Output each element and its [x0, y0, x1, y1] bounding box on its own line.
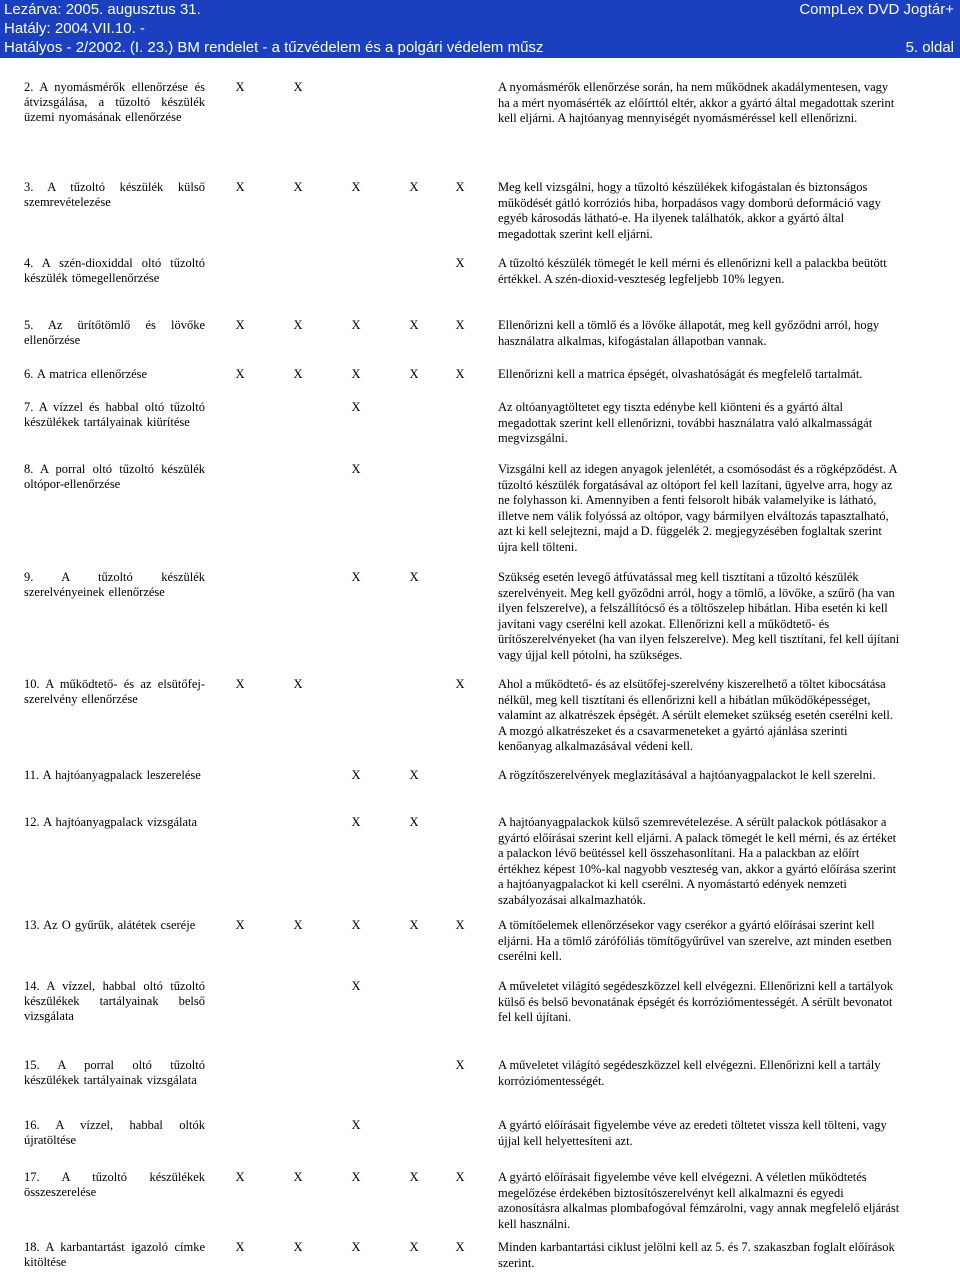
interval-mark: X: [409, 318, 419, 332]
interval-mark: X: [235, 918, 245, 932]
interval-mark: X: [351, 400, 361, 414]
interval-mark: X: [409, 768, 419, 782]
task-description: Meg kell vizsgálni, hogy a tűzoltó készülékek kifogástalan és biztonságos működését gátló korróziós hiba, horpadásos vagy domború deformáció vagy egyéb károsodás látható-e. Ha ilyenek találhatók, akkor a gyártó által megadottak szerint kell eljárni.: [498, 180, 881, 241]
task-description: Minden karbantartási ciklust jelölni kell az 5. és 7. szakaszban foglalt előírások szerint.: [498, 1240, 895, 1270]
task-name: [24, 367, 205, 382]
task-number: 18.: [24, 1240, 40, 1254]
interval-marks: [234, 1118, 474, 1134]
task-number: 13.: [24, 918, 40, 932]
task-label: A tűzoltó készülékek összeszerelése: [24, 1170, 206, 1199]
task-name: [24, 918, 205, 933]
interval-marks: [234, 367, 474, 383]
interval-mark: X: [455, 367, 465, 381]
task-label: A karbantartást igazoló címke kitöltése: [24, 1240, 205, 1269]
task-description: Szükség esetén levegő átfúvatással meg kell tisztítani a tűzoltó készülék szerelvényeit. Meg kell győződni arról, hogy a tömlő, a lövőke, a szűrő (ha van ilyen felszerelve), a felszállítócső és a töltőszelep hibátlan. Hiba esetén ki kell javítani vagy cserélni kell azokat. Ellenőrizni kell a működtető- és ürítőszerelvényeket (ha van ilyen felszerelve). Meg kell tisztítani, fel kell újítani vagy újjal kell pótolni, ha szükséges.: [498, 570, 900, 662]
interval-mark: X: [351, 180, 361, 194]
task-number: 4.: [24, 256, 34, 270]
task-number: 11.: [24, 768, 40, 782]
interval-mark: X: [409, 1170, 419, 1184]
task-description: Ellenőrizni kell a tömlő és a lövőke állapotát, meg kell győződni arról, hogy használatra alkalmas, kifogástalan állapotban vannak.: [498, 318, 880, 348]
interval-mark: X: [293, 180, 303, 194]
task-label: A tűzoltó készülék szerelvényeinek ellenőrzése: [24, 570, 205, 599]
interval-mark: X: [455, 256, 465, 270]
interval-mark: X: [351, 570, 361, 584]
interval-marks: [234, 1058, 474, 1074]
task-number: 16.: [24, 1118, 40, 1132]
task-label: A tűzoltó készülék külső szemrevételezése: [24, 180, 205, 209]
task-label: A vízzel és habbal oltó tűzoltó készülékek tartályainak kiürítése: [24, 400, 206, 429]
task-label: A vízzel, habbal oltók újratöltése: [24, 1118, 205, 1147]
interval-mark: X: [351, 979, 361, 993]
task-description: A tűzoltó készülék tömegét le kell mérni és ellenőrizni kell a palackba beütött értékkel. A szén-dioxid-veszteség legfeljebb 10% legyen.: [498, 256, 887, 286]
task-name: [24, 1240, 205, 1270]
task-description: A tömítőelemek ellenőrzésekor vagy cserékor a gyártó előírásai szerint kell eljárni. Ha a tömlő zárófóliás tömítőgyűrűvel van szerelve, azt minden esetben cserélni kell.: [498, 918, 892, 963]
interval-marks: [234, 979, 474, 995]
task-description: A gyártó előírásait figyelembe véve kell elvégezni. A véletlen működtetés megelőzése érdekében biztosítószerelvényt kell alkalmazni és egyedi azonosításra alkalmas plombafogóval fémzárolni, vagy annak megfelelő eljárást kell használni.: [498, 1170, 900, 1231]
interval-marks: [234, 677, 474, 693]
interval-marks: [234, 318, 474, 334]
product-name: CompLex DVD Jogtár+: [799, 1, 954, 18]
task-description: A gyártó előírásait figyelembe véve az eredeti töltetet vissza kell tölteni, vagy újjal kell helyettesíteni azt.: [498, 1118, 887, 1148]
task-name: [24, 979, 205, 1024]
interval-mark: X: [455, 318, 465, 332]
interval-marks: [234, 768, 474, 784]
task-label: A hajtóanyagpalack vizsgálata: [43, 815, 198, 829]
interval-mark: X: [351, 1170, 361, 1184]
interval-marks: [234, 815, 474, 831]
task-number: 9.: [24, 570, 34, 584]
interval-mark: X: [351, 815, 361, 829]
interval-marks: [234, 570, 474, 586]
interval-marks: [234, 1170, 474, 1186]
interval-mark: X: [409, 367, 419, 381]
interval-mark: X: [293, 367, 303, 381]
task-label: Az ürítőtömlő és lövőke ellenőrzése: [24, 318, 206, 347]
interval-mark: X: [409, 570, 419, 584]
interval-mark: X: [293, 677, 303, 691]
closed-date: Lezárva: 2005. augusztus 31.: [4, 1, 201, 18]
interval-mark: X: [235, 367, 245, 381]
task-name: [24, 1118, 205, 1148]
interval-mark: X: [455, 180, 465, 194]
task-label: A porral oltó tűzoltó készülék oltópor-ellenőrzése: [24, 462, 206, 491]
task-name: [24, 318, 205, 348]
task-number: 6.: [24, 367, 34, 381]
interval-mark: X: [455, 918, 465, 932]
task-description: Az oltóanyagtöltetet egy tiszta edénybe kell kiönteni és a gyártó által megadottak szerint kell ellenőrizni, további használatra való alkalmasságát megvizsgálni.: [498, 400, 873, 445]
interval-mark: X: [455, 1058, 465, 1072]
task-description: A műveletet világító segédeszközzel kell elvégezni. Ellenőrizni kell a tartály korróziómentességét.: [498, 1058, 881, 1088]
interval-mark: X: [351, 367, 361, 381]
interval-mark: X: [409, 815, 419, 829]
task-name: [24, 815, 205, 830]
task-number: 15.: [24, 1058, 40, 1072]
task-label: A porral oltó tűzoltó készülékek tartályainak vizsgálata: [24, 1058, 205, 1087]
interval-marks: [234, 918, 474, 934]
task-description: A rögzítőszerelvények meglazításával a hajtóanyagpalackot le kell szerelni.: [498, 768, 876, 782]
interval-mark: X: [409, 1240, 419, 1254]
interval-marks: [234, 180, 474, 196]
task-name: [24, 400, 205, 430]
interval-mark: X: [235, 1240, 245, 1254]
task-description: Ahol a működtető- és az elsütőfej-szerelvény kiszerelhető a töltet kibocsátása nélkül, meg kell tisztítani és ellenőrizni kell a hibátlan működőképességet, valamint az alkatrészek épségét. A sérült elemeket szükség esetén cserélni kell. A mozgó alkatrészeket és a csavarmeneteket a gyártó ajánlása szerinti kenőanyag alkalmazásával védeni kell.: [498, 677, 893, 753]
task-number: 12.: [24, 815, 40, 829]
task-name: [24, 677, 205, 707]
interval-mark: X: [293, 1240, 303, 1254]
interval-marks: [234, 462, 474, 478]
interval-mark: X: [409, 180, 419, 194]
interval-marks: [234, 80, 474, 96]
interval-mark: X: [351, 918, 361, 932]
interval-mark: X: [351, 318, 361, 332]
task-label: A szén-dioxiddal oltó tűzoltó készülék tömegellenőrzése: [24, 256, 206, 285]
interval-mark: X: [351, 1240, 361, 1254]
interval-mark: X: [351, 462, 361, 476]
task-description: A nyomásmérők ellenőrzése során, ha nem működnek akadálymentesen, vagy ha a mért nyomásérték az előírttól eltér, akkor a gyártó által megadottak szerint kell eljárni. A hajtóanyag mennyiségét nyomásméréssel kell ellenőrizni.: [498, 80, 895, 125]
task-number: 10.: [24, 677, 40, 691]
task-name: [24, 462, 205, 492]
task-number: 17.: [24, 1170, 40, 1184]
task-name: [24, 1170, 205, 1200]
interval-mark: X: [235, 318, 245, 332]
task-number: 7.: [24, 400, 34, 414]
interval-marks: [234, 256, 474, 272]
task-label: A működtető- és az elsütőfej-szerelvény ellenőrzése: [24, 677, 205, 706]
task-name: [24, 80, 205, 125]
task-name: [24, 180, 205, 210]
task-number: 14.: [24, 979, 40, 993]
task-label: A hajtóanyagpalack leszerelése: [42, 768, 201, 782]
task-label: A nyomásmérők ellenőrzése és átvizsgálása, a tűzoltó készülék üzemi nyomásának ellenőrzése: [24, 80, 205, 124]
interval-mark: X: [455, 1240, 465, 1254]
task-number: 5.: [24, 318, 34, 332]
task-name: [24, 570, 205, 600]
page-number: 5. oldal: [905, 39, 954, 56]
interval-mark: X: [455, 677, 465, 691]
task-description: Ellenőrizni kell a matrica épségét, olvashatóságát és megfelelő tartalmát.: [498, 367, 863, 381]
task-name: [24, 256, 205, 286]
interval-mark: X: [235, 677, 245, 691]
interval-mark: X: [293, 80, 303, 94]
interval-mark: X: [293, 1170, 303, 1184]
interval-marks: [234, 400, 474, 416]
interval-marks: [234, 1240, 474, 1256]
task-name: [24, 768, 205, 783]
task-name: [24, 1058, 205, 1088]
task-label: A vízzel, habbal oltó tűzoltó készülékek tartályainak belső vizsgálata: [24, 979, 205, 1023]
interval-mark: X: [293, 918, 303, 932]
regulation-title: Hatályos - 2/2002. (I. 23.) BM rendelet - a tűzvédelem és a polgári védelem műsz: [4, 39, 544, 56]
interval-mark: X: [351, 768, 361, 782]
task-number: 8.: [24, 462, 34, 476]
interval-mark: X: [409, 918, 419, 932]
task-number: 3.: [24, 180, 34, 194]
interval-mark: X: [235, 180, 245, 194]
interval-mark: X: [235, 80, 245, 94]
task-label: Az O gyűrűk, alátétek cseréje: [43, 918, 196, 932]
effective-period: Hatály: 2004.VII.10. -: [4, 20, 145, 37]
interval-mark: X: [351, 1118, 361, 1132]
task-description: Vizsgálni kell az idegen anyagok jelenlétét, a csomósodást és a rögképződést. A tűzoltó készülék forgatásával az oltóport fel kell lazítani, ügyelve arra, hogy az ne folyhasson ki. Amennyiben a fenti felsorolt hibák valamelyike is látható, illetve nem válik folyóssá az oltópor, vagy bármilyen elváltozás tapasztalható, azt ki kell selejtezni, majd a D. függelék 2. megjegyzésében foglaltak szerint újra kell tölteni.: [498, 462, 897, 554]
task-number: 2.: [24, 80, 34, 94]
task-description: A műveletet világító segédeszközzel kell elvégezni. Ellenőrizni kell a tartályok külső és belső bevonatának épségét és korróziómentességét. A sérült bevonatot fel kell újítani.: [498, 979, 893, 1024]
interval-mark: X: [293, 318, 303, 332]
interval-mark: X: [235, 1170, 245, 1184]
document-header: [0, 0, 960, 58]
interval-mark: X: [455, 1170, 465, 1184]
task-description: A hajtóanyagpalackok külső szemrevételezése. A sérült palackok pótlásakor a gyártó előírásai szerint kell eljárni. A palack tömegét le kell mérni, és az értéket a palackon lévő beütéssel kell összehasonlítani. Ha a palackban az előírt értékhez képest 10%-kal nagyobb veszteség van, akkor a gyártó előírása szerint a hajtóanyagpalackot ki kell cserélni. A nyomástartó edények nemzeti szabályozásai alkalmazhatók.: [498, 815, 897, 907]
task-label: A matrica ellenőrzése: [36, 367, 148, 381]
